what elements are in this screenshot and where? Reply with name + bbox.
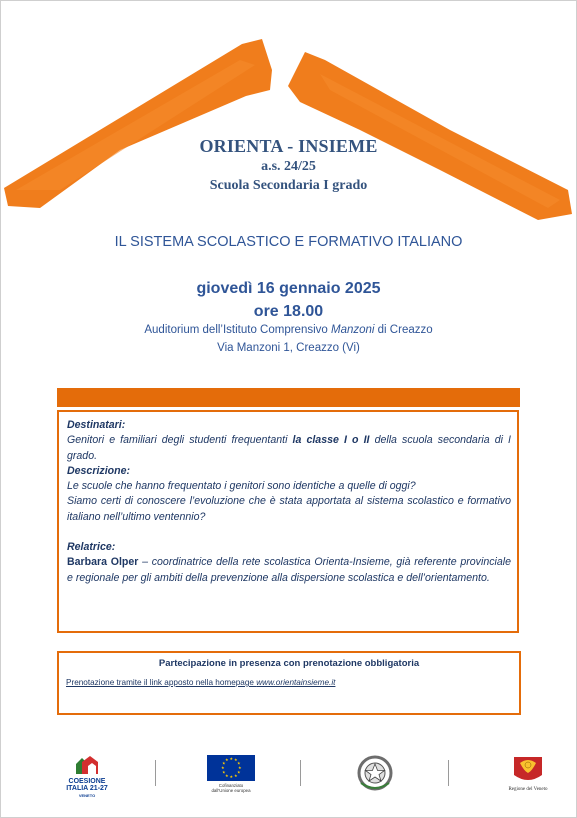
booking-url[interactable]: www.orientainsieme.it — [256, 678, 336, 687]
description-text-1: Le scuole che hanno frequentato i genitori sono identiche a quelle di oggi? — [67, 480, 416, 493]
venue-prefix: Auditorium dell’Istituto Comprensivo — [144, 324, 331, 336]
eu-logo — [205, 755, 257, 791]
coesione-line1: COESIONE — [68, 778, 106, 785]
svg-text:★: ★ — [234, 757, 238, 763]
recipients-bold: la classe I o II — [292, 434, 370, 447]
booking-box — [57, 651, 521, 715]
booking-link[interactable] — [66, 678, 335, 687]
svg-text:★: ★ — [229, 756, 234, 761]
logo-separator — [448, 760, 449, 786]
speaker-text — [67, 555, 511, 586]
coesione-mark-icon — [62, 754, 112, 778]
coesione-line3: VENETO — [78, 793, 96, 798]
school-year: a.s. 24/25 — [261, 159, 316, 174]
svg-text:★: ★ — [225, 757, 229, 763]
details-content — [67, 418, 511, 586]
venue-suffix: di Creazzo — [374, 324, 433, 336]
eu-flag-icon — [207, 755, 255, 781]
details-box — [57, 410, 519, 633]
speaker-label: Relatrice: — [67, 541, 116, 554]
recipients-pre: Genitori e familiari degli studenti frequentanti — [67, 434, 293, 447]
svg-text:★: ★ — [237, 760, 241, 766]
recipients-label: Destinatari: — [67, 419, 126, 431]
booking-link-text: Prenotazione tramite il link apposto nella homepage — [66, 678, 257, 687]
orange-header-bar — [57, 388, 520, 407]
spacer — [67, 525, 511, 540]
svg-text:★: ★ — [222, 769, 226, 775]
veneto-text: Regione del Veneto — [508, 787, 548, 792]
coesione-italia-logo — [62, 754, 112, 798]
svg-text:★: ★ — [222, 760, 226, 766]
svg-text:★: ★ — [237, 769, 241, 775]
event-venue — [0, 324, 577, 336]
italian-republic-emblem-icon — [355, 753, 395, 793]
page-title: ORIENTA - INSIEME — [199, 136, 378, 156]
school-level: Scuola Secondaria I grado — [209, 178, 368, 193]
description-label: Descrizione: — [67, 464, 130, 477]
logo-separator — [155, 760, 156, 786]
eu-text — [205, 783, 257, 793]
svg-text:★: ★ — [225, 772, 229, 778]
recipients-text — [67, 433, 511, 464]
svg-text:★: ★ — [221, 765, 225, 770]
event-address: Via Manzoni 1, Creazzo (Vi) — [217, 342, 360, 354]
speaker-name: Barbara Olper — [67, 556, 139, 569]
eu-text-2: dall’Unione europea — [211, 788, 251, 793]
coesione-line2: ITALIA 21-27 — [66, 785, 108, 792]
booking-heading: Partecipazione in presenza con prenotazione obbligatoria — [158, 658, 420, 669]
eu-text-1: Cofinanziato — [218, 783, 244, 788]
svg-text:★: ★ — [238, 765, 242, 770]
venue-name: Manzoni — [331, 324, 375, 336]
event-date: giovedì 16 gennaio 2025 — [196, 280, 381, 297]
footer-logos — [0, 748, 577, 798]
coesione-text — [62, 778, 112, 799]
event-subject: IL SISTEMA SCOLASTICO E FORMATIVO ITALIANO — [114, 234, 463, 250]
veneto-lion-icon — [498, 753, 558, 787]
logo-separator — [300, 760, 301, 786]
svg-text:★: ★ — [234, 772, 238, 778]
regione-veneto-logo — [498, 753, 558, 795]
svg-text:★: ★ — [229, 774, 234, 779]
recipients-post: della scuola secondaria di I grado. — [67, 434, 511, 462]
speaker-desc: – coordinatrice della rete scolastica Orienta-Insieme, già referente provinciale e regionale per gli ambiti della prevenzione alla dispersione scolastica e dell’orientamento. — [67, 556, 511, 584]
description-text-2: Siamo certi di conoscere l’evoluzione che è stata apportata al sistema scolastico e formativo italiano nell’ultimo ventennio? — [67, 495, 511, 523]
event-time: ore 18.00 — [253, 303, 324, 320]
